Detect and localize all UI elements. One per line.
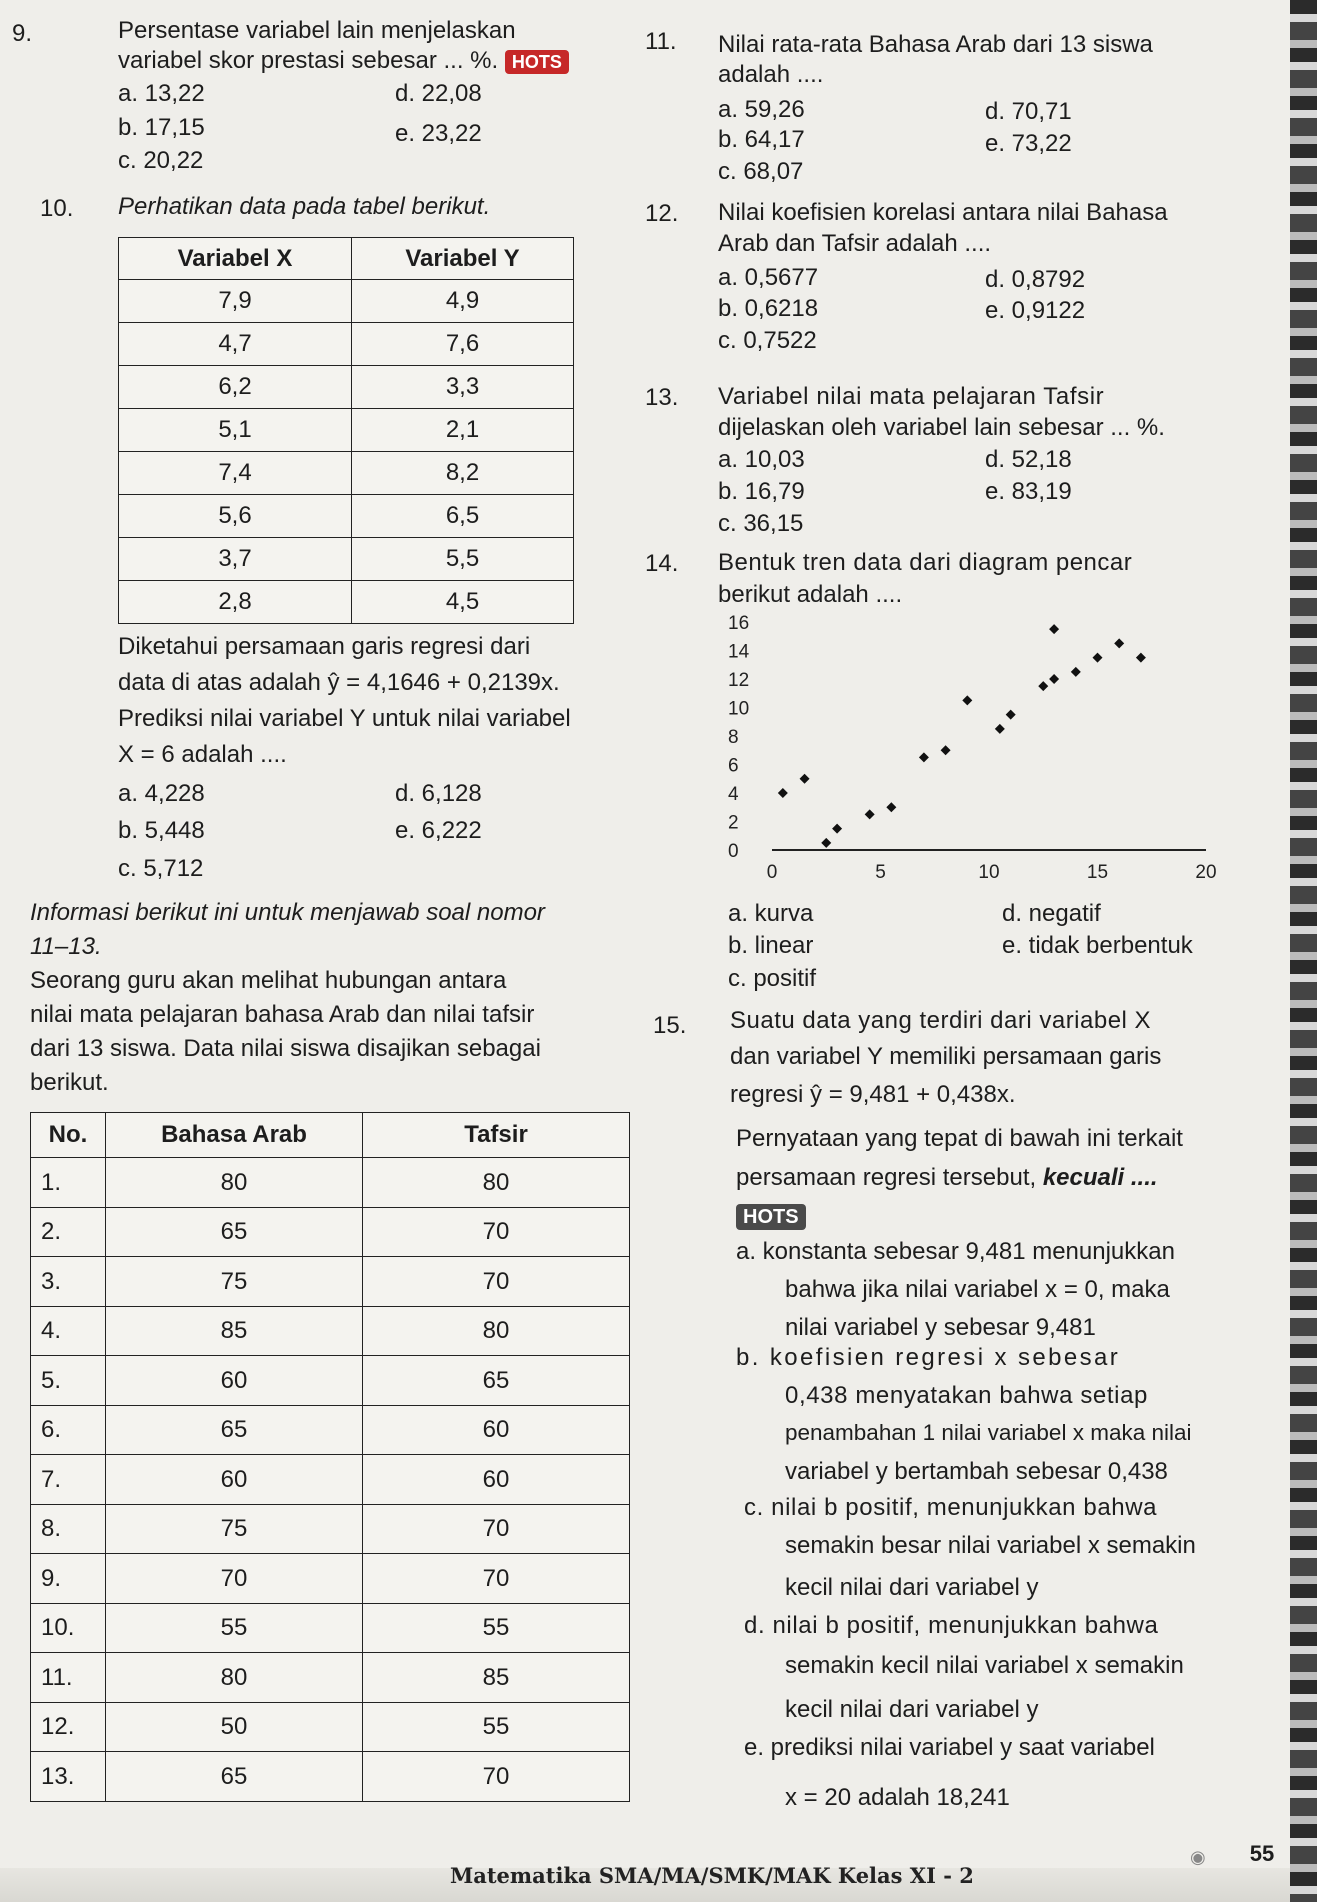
option-a[interactable]: a. 0,5677 [718,264,819,291]
question-text: Pernyataan yang tepat di bawah ini terkait [736,1125,1183,1152]
option-e[interactable]: e. 73,22 [985,130,1072,157]
page-number: 55 [1249,1841,1275,1866]
question-text [736,1163,1158,1193]
x-tick-label: 0 [766,862,778,883]
cell-no: 2. [31,1207,106,1257]
page-edge-decoration [1290,0,1317,1902]
question-number: 12. [645,200,679,227]
option-d[interactable]: d. 52,18 [985,446,1072,473]
question-number: 10. [40,195,74,222]
question-text: berikut adalah .... [718,581,903,608]
table-row [119,452,574,495]
info-intro: Informasi berikut ini untuk menjawab soal nomor [30,899,545,926]
option-d[interactable]: d. 22,08 [395,80,482,107]
cell-x: 7,4 [119,452,352,495]
data-point [919,752,929,762]
cell-bahasa-arab: 70 [106,1554,363,1604]
cell-tafsir: 70 [363,1554,630,1604]
option-b[interactable]: b. 0,6218 [718,295,819,322]
y-tick-label: 16 [728,613,750,634]
cell-no: 13. [31,1752,106,1802]
info-intro: 11–13. [30,933,102,960]
cell-bahasa-arab: 60 [106,1356,363,1406]
option-c[interactable]: c. 0,7522 [718,327,817,354]
question-text: dan variabel Y memiliki persamaan garis [730,1043,1162,1070]
option-e-cont: x = 20 adalah 18,241 [785,1784,1010,1811]
data-point [800,774,810,784]
variable-table [118,237,574,624]
y-tick-label: 12 [728,670,750,691]
table-header: Bahasa Arab [106,1113,363,1158]
data-point [941,745,951,755]
question-number: 13. [645,384,679,411]
option-a[interactable]: a. 4,228 [118,780,205,807]
data-point [821,838,831,848]
cell-tafsir: 60 [363,1405,630,1455]
x-tick-label: 15 [1086,862,1109,883]
y-tick-label: 6 [728,755,739,777]
y-tick-label: 14 [728,641,750,663]
table-row [119,581,574,624]
option-b[interactable]: b. 16,79 [718,478,805,505]
option-c-cont: kecil nilai dari variabel y [785,1574,1039,1601]
table-row [31,1603,630,1653]
table-row [119,280,574,323]
table-header: No. [31,1113,106,1158]
table-row [31,1356,630,1406]
question-number: 9. [12,20,33,47]
table-row [31,1207,630,1257]
cell-x: 2,8 [119,581,352,624]
table-row [31,1752,630,1802]
cell-tafsir: 70 [363,1504,630,1554]
x-tick-label: 10 [978,862,1000,883]
option-b[interactable]: b. koefisien regresi x sebesar [736,1344,1121,1371]
question-text-line: variabel skor prestasi sebesar ... %. [118,47,499,74]
info-text: nilai mata pelajaran bahasa Arab dan nilai tafsir [30,1001,535,1028]
question-text: Diketahui persamaan garis regresi dari [118,633,531,660]
option-a[interactable]: a. 10,03 [718,446,805,473]
cell-bahasa-arab: 85 [106,1306,363,1356]
option-c[interactable]: c. positif [728,965,817,992]
table-header: Variabel X [119,238,352,280]
cell-bahasa-arab: 80 [106,1653,363,1703]
cell-x: 3,7 [119,538,352,581]
cell-tafsir: 60 [363,1455,630,1505]
x-tick-label: 5 [875,862,886,883]
option-c[interactable]: c. 5,712 [118,855,204,882]
hots-badge: HOTS [505,50,569,74]
scores-table [30,1112,630,1802]
data-point [995,724,1005,734]
option-d[interactable]: d. negatif [1002,900,1101,927]
cell-y: 4,5 [352,581,574,624]
x-tick-label: 20 [1195,862,1217,883]
question-text: Variabel nilai mata pelajaran Tafsir [718,383,1105,410]
option-c[interactable]: c. 68,07 [718,158,804,185]
option-d[interactable]: d. 6,128 [395,780,482,807]
option-e[interactable]: e. tidak berbentuk [1002,932,1193,959]
table-row [31,1455,630,1505]
cell-y: 5,5 [352,538,574,581]
data-point [1006,710,1016,720]
option-b[interactable]: b. 5,448 [118,817,205,844]
cell-y: 3,3 [352,366,574,409]
question-text: Nilai rata-rata Bahasa Arab dari 13 siswa [718,31,1153,58]
question-text: Bentuk tren data dari diagram pencar [718,549,1133,576]
cell-y: 7,6 [352,323,574,366]
question-text: adalah .... [718,61,824,88]
cell-bahasa-arab: 55 [106,1603,363,1653]
cell-x: 5,6 [119,495,352,538]
cell-bahasa-arab: 50 [106,1702,363,1752]
cell-no: 11. [31,1653,106,1703]
y-tick-label: 8 [728,727,739,748]
cell-no: 1. [31,1158,106,1208]
option-b[interactable]: b. 64,17 [718,126,805,153]
kecuali-emphasis: kecuali .... [1042,1164,1158,1191]
cell-no: 5. [31,1356,106,1406]
table-row [31,1504,630,1554]
cell-tafsir: 70 [363,1207,630,1257]
cell-no: 12. [31,1702,106,1752]
table-row [119,323,574,366]
scatter-chart [700,606,1220,896]
cell-x: 4,7 [119,323,352,366]
cell-no: 6. [31,1405,106,1455]
table-row [31,1702,630,1752]
question-text: Arab dan Tafsir adalah .... [718,230,992,257]
table-header: Tafsir [363,1113,630,1158]
cell-y: 6,5 [352,495,574,538]
table-row [31,1554,630,1604]
table-row [31,1405,630,1455]
option-b-cont: 0,438 menyatakan bahwa setiap [785,1382,1148,1409]
info-text: berikut. [30,1069,109,1096]
dot-icon: ◉ [1190,1847,1206,1867]
question-number: 15. [653,1012,687,1039]
option-b-cont: penambahan 1 nilai variabel x maka nilai [785,1420,1192,1445]
cell-y: 4,9 [352,280,574,323]
cell-bahasa-arab: 65 [106,1207,363,1257]
option-c[interactable]: c. nilai b positif, menunjukkan bahwa [744,1494,1158,1521]
table-row [31,1158,630,1208]
option-a-cont: bahwa jika nilai variabel x = 0, maka [785,1276,1170,1303]
data-point [832,824,842,834]
table-row [31,1653,630,1703]
table-row [119,366,574,409]
question-text: Persentase variabel lain menjelaskan [118,17,516,44]
table-row [119,409,574,452]
cell-x: 7,9 [119,280,352,323]
cell-bahasa-arab: 65 [106,1405,363,1455]
data-point [962,695,972,705]
cell-x: 6,2 [119,366,352,409]
question-number: 11. [645,28,677,55]
cell-no: 10. [31,1603,106,1653]
question-text: regresi ŷ = 9,481 + 0,438x. [730,1081,1016,1108]
data-point [1049,624,1059,634]
y-tick-label: 2 [728,812,739,834]
cell-no: 3. [31,1257,106,1307]
cell-tafsir: 55 [363,1702,630,1752]
data-point [1114,638,1124,648]
option-b[interactable]: b. 17,15 [118,114,205,141]
info-text: Seorang guru akan melihat hubungan antara [30,967,507,994]
book-title: Matematika SMA/MA/SMK/MAK Kelas XI - 2 [450,1863,974,1888]
option-d[interactable]: d. 0,8792 [985,266,1086,293]
cell-no: 4. [31,1306,106,1356]
cell-no: 8. [31,1504,106,1554]
question-text: X = 6 adalah .... [118,741,287,768]
cell-y: 2,1 [352,409,574,452]
option-e[interactable]: e. 23,22 [395,120,482,147]
question-text: Perhatikan data pada tabel berikut. [118,193,491,220]
table-row [119,495,574,538]
cell-tafsir: 65 [363,1356,630,1406]
y-tick-label: 4 [728,784,739,805]
cell-bahasa-arab: 80 [106,1158,363,1208]
cell-no: 9. [31,1554,106,1604]
table-row [119,538,574,581]
option-c[interactable]: c. 36,15 [718,510,804,537]
option-e[interactable]: e. 6,222 [395,817,482,844]
option-e[interactable]: e. prediksi nilai variabel y saat variabel [744,1734,1155,1761]
cell-bahasa-arab: 75 [106,1504,363,1554]
cell-bahasa-arab: 65 [106,1752,363,1802]
question-text: Prediksi nilai variabel Y untuk nilai variabel [118,705,571,732]
option-a-cont: nilai variabel y sebesar 9,481 [785,1314,1096,1341]
option-e[interactable]: e. 83,19 [985,478,1072,505]
question-text: Suatu data yang terdiri dari variabel X [730,1007,1152,1034]
data-point [1049,674,1059,684]
cell-y: 8,2 [352,452,574,495]
question-text: dijelaskan oleh variabel lain sebesar ... %. [718,414,1165,441]
data-point [1071,667,1081,677]
hots-badge: HOTS [736,1204,806,1230]
cell-tafsir: 55 [363,1603,630,1653]
option-e[interactable]: e. 0,9122 [985,297,1086,324]
cell-x: 5,1 [119,409,352,452]
option-c-cont: semakin besar nilai variabel x semakin [785,1532,1196,1559]
data-point [1136,653,1146,663]
cell-tafsir: 70 [363,1257,630,1307]
cell-tafsir: 70 [363,1752,630,1802]
cell-bahasa-arab: 60 [106,1455,363,1505]
question-text: data di atas adalah ŷ = 4,1646 + 0,2139x. [118,669,560,696]
option-d[interactable]: d. nilai b positif, menunjukkan bahwa [744,1612,1159,1639]
info-text: dari 13 siswa. Data nilai siswa disajikan sebagai [30,1035,541,1062]
y-tick-label: 0 [728,841,739,862]
cell-no: 7. [31,1455,106,1505]
data-point [778,788,788,798]
question-number: 14. [645,550,679,577]
table-row [31,1257,630,1307]
cell-tafsir: 80 [363,1158,630,1208]
question-text [118,46,569,76]
option-a[interactable]: a. 13,22 [118,80,205,107]
option-b[interactable]: b. linear [728,932,814,959]
cell-bahasa-arab: 75 [106,1257,363,1307]
table-row [31,1306,630,1356]
cell-tafsir: 80 [363,1306,630,1356]
data-point [1038,681,1048,691]
option-b-cont: variabel y bertambah sebesar 0,438 [785,1458,1168,1485]
option-a[interactable]: a. kurva [728,900,814,927]
question-text-line: persamaan regresi tersebut, [736,1164,1043,1191]
option-a[interactable]: a. 59,26 [718,96,805,123]
question-text: Nilai koefisien korelasi antara nilai Bahasa [718,199,1168,226]
option-d-cont: semakin kecil nilai variabel x semakin [785,1652,1184,1679]
data-point [886,802,896,812]
data-point [865,809,875,819]
y-tick-label: 10 [728,698,750,720]
table-header: Variabel Y [352,238,574,280]
option-d[interactable]: d. 70,71 [985,98,1072,125]
cell-tafsir: 85 [363,1653,630,1703]
option-c[interactable]: c. 20,22 [118,147,204,174]
option-a[interactable]: a. konstanta sebesar 9,481 menunjukkan [736,1238,1175,1265]
data-point [1093,653,1103,663]
option-d-cont: kecil nilai dari variabel y [785,1696,1039,1723]
